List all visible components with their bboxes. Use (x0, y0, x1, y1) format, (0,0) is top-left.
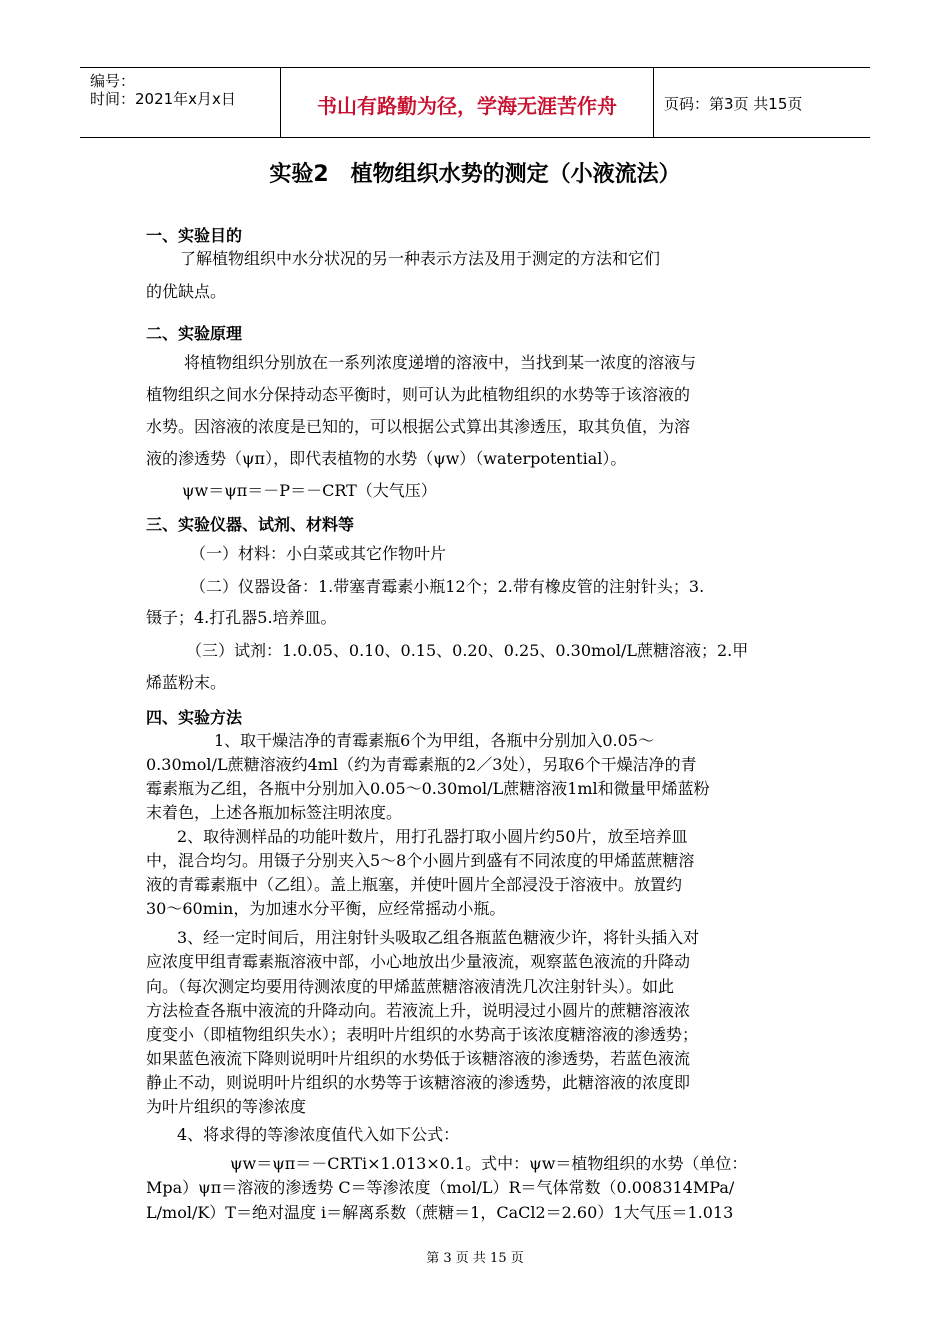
page-title: 实验2 植物组织水势的测定（小液流法） (269, 162, 681, 187)
section-heading-purpose: 一、实验目的 (146, 226, 243, 245)
text-line: （三）试剂：1.0.05、0.10、0.15、0.20、0.25、0.30mol/L蔗糖溶液；2.甲 (186, 641, 749, 660)
text-line: 了解植物组织中水分状况的另一种表示方法及用于测定的方法和它们 (180, 249, 661, 268)
formula-line: ψw＝ψπ＝－P＝－CRT（大气压） (182, 481, 437, 500)
header-info-cell (80, 68, 281, 137)
text-line: 应浓度甲组青霉素瓶溶液中部，小心地放出少量液流，观察蓝色液流的升降动 (146, 952, 691, 971)
text-line: （二）仪器设备：1.带塞青霉素小瓶12个；2.带有橡皮管的注射针头；3. (190, 577, 705, 596)
text-line: 镊子；4.打孔器5.培养皿。 (146, 608, 337, 627)
document-number-label: 编号： (90, 72, 136, 90)
text-line: 1、取干燥洁净的青霉素瓶6个为甲组，各瓶中分别加入0.05～ (214, 731, 654, 750)
text-line: 静止不动，则说明叶片组织的水势等于该糖溶液的渗透势，此糖溶液的浓度即 (146, 1073, 691, 1092)
text-line: 中，混合均匀。用镊子分别夹入5～8个小圆片到盛有不同浓度的甲烯蓝蔗糖溶 (146, 851, 695, 870)
text-line: 液的渗透势（ψπ），即代表植物的水势（ψw）（waterpotential）。 (146, 449, 627, 468)
section-heading-materials: 三、实验仪器、试剂、材料等 (146, 515, 355, 534)
text-line: 为叶片组织的等渗浓度 (146, 1097, 307, 1116)
text-line: 如果蓝色液流下降则说明叶片组织的水势低于该糖溶液的渗透势，若蓝色液流 (146, 1049, 691, 1068)
document-date: 时间：2021年x月x日 (90, 90, 236, 108)
header-motto-cell (281, 68, 654, 137)
text-line: 4、将求得的等渗浓度值代入如下公式： (177, 1125, 460, 1144)
text-line: 植物组织之间水分保持动态平衡时，则可认为此植物组织的水势等于该溶液的 (146, 385, 691, 404)
text-line: 将植物组织分别放在一系列浓度递增的溶液中，当找到某一浓度的溶液与 (184, 353, 697, 372)
page-footer: 第 3 页 共 15 页 (426, 1251, 524, 1266)
section-heading-principle: 二、实验原理 (146, 324, 243, 343)
text-line: 烯蓝粉末。 (146, 673, 227, 692)
text-line: Mpa）ψπ＝溶液的渗透势 C＝等渗浓度（mol/L）R＝气体常数（0.008314MPa/ (146, 1178, 735, 1197)
header-page-cell (654, 68, 870, 137)
section-heading-method: 四、实验方法 (146, 708, 243, 727)
text-line: 霉素瓶为乙组，各瓶中分别加入0.05～0.30mol/L蔗糖溶液1ml和微量甲烯蓝粉 (146, 779, 710, 798)
text-line: 2、取待测样品的功能叶数片，用打孔器打取小圆片约50片，放至培养皿 (177, 827, 688, 846)
text-line: （一）材料：小白菜或其它作物叶片 (190, 544, 447, 563)
text-line: L/mol/K）T＝绝对温度 i＝解离系数（蔗糖＝1，CaCl2＝2.60）1大气压＝1.013 (146, 1203, 734, 1222)
text-line: 液的青霉素瓶中（乙组）。盖上瓶塞，并使叶圆片全部浸没于溶液中。放置约 (146, 875, 683, 894)
motto-text: 书山有路勤为径，学海无涯苦作舟 (317, 94, 617, 118)
text-line: 度变小（即植物组织失水）；表明叶片组织的水势高于该浓度糖溶液的渗透势； (146, 1025, 699, 1044)
text-line: 的优缺点。 (146, 282, 227, 301)
text-line: 0.30mol/L蔗糖溶液约4ml（约为青霉素瓶的2／3处），另取6个干燥洁净的青 (146, 755, 697, 774)
text-line: 30～60min，为加速水分平衡，应经常摇动小瓶。 (146, 899, 506, 918)
text-line: 3、经一定时间后，用注射针头吸取乙组各瓶蓝色糖液少许，将针头插入对 (177, 928, 700, 947)
text-line: 末着色，上述各瓶加标签注明浓度。 (146, 803, 403, 822)
text-line: 向。（每次测定均要用待测浓度的甲烯蓝蔗糖溶液清洗几次注射针头）。如此 (146, 977, 675, 996)
document-header (80, 67, 870, 138)
text-line: 方法检查各瓶中液流的升降动向。若液流上升，说明浸过小圆片的蔗糖溶液浓 (146, 1001, 691, 1020)
text-line: 水势。因溶液的浓度是已知的，可以根据公式算出其渗透压，取其负值，为溶 (146, 417, 691, 436)
formula-line: ψw＝ψπ＝－CRTi×1.013×0.1。式中：ψw＝植物组织的水势（单位： (230, 1154, 748, 1173)
page-info: 页码：第3页 共15页 (664, 95, 803, 113)
